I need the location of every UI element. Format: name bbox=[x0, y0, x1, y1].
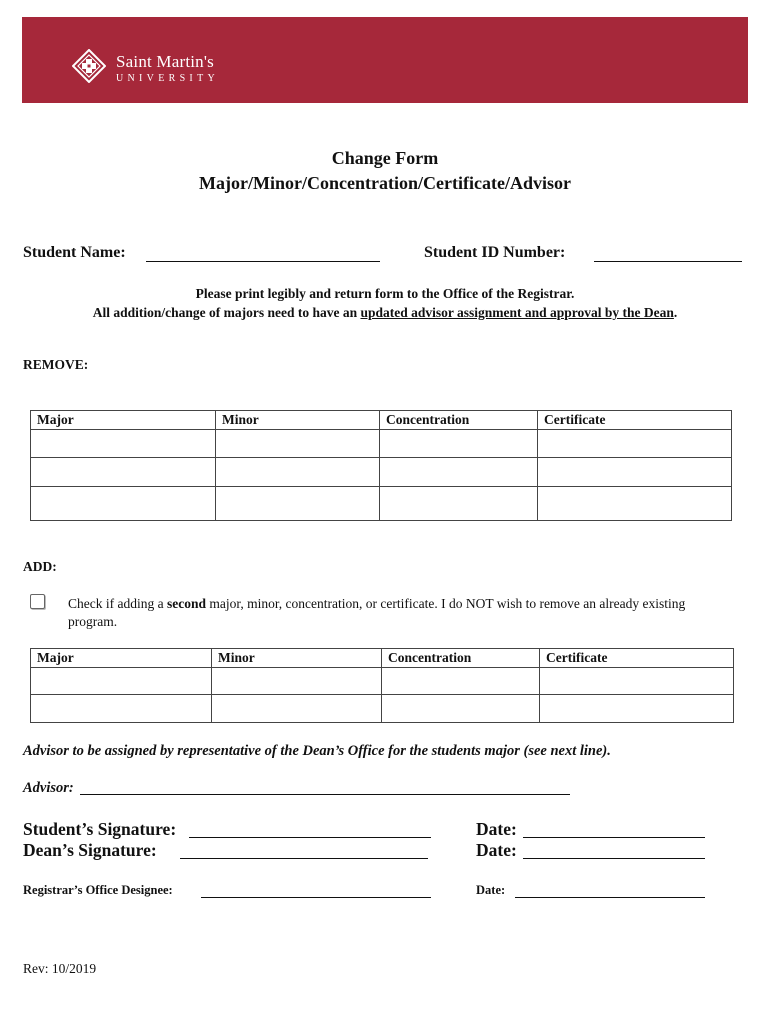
student-name-field[interactable] bbox=[146, 261, 380, 262]
university-name: Saint Martin's bbox=[116, 52, 214, 71]
remove-col-certificate: Certificate bbox=[538, 411, 732, 430]
student-date-field[interactable] bbox=[523, 837, 705, 838]
checkbox-text-prefix: Check if adding a bbox=[68, 596, 167, 611]
table-row bbox=[31, 430, 732, 458]
student-id-field[interactable] bbox=[594, 261, 742, 262]
add-col-concentration: Concentration bbox=[382, 649, 540, 668]
add-minor-cell[interactable] bbox=[212, 695, 382, 723]
add-concentration-cell[interactable] bbox=[382, 668, 540, 695]
registrar-date-field[interactable] bbox=[515, 897, 705, 898]
student-signature-field[interactable] bbox=[189, 837, 431, 838]
remove-table-header bbox=[31, 411, 732, 430]
student-signature-label: Student’s Signature: bbox=[23, 819, 177, 839]
advisor-field[interactable] bbox=[80, 794, 570, 795]
remove-section-label: REMOVE: bbox=[23, 357, 89, 372]
checkbox-text-bold: second bbox=[166, 596, 206, 611]
remove-concentration-cell[interactable] bbox=[380, 458, 538, 487]
university-logo bbox=[116, 53, 219, 84]
instructions-line-2-prefix: All addition/change of majors need to have an bbox=[92, 305, 361, 320]
registrar-designee-field[interactable] bbox=[201, 897, 431, 898]
remove-certificate-cell[interactable] bbox=[538, 487, 732, 521]
remove-concentration-cell[interactable] bbox=[380, 487, 538, 521]
revision-date: Rev: 10/2019 bbox=[23, 961, 97, 976]
add-certificate-cell[interactable] bbox=[540, 668, 734, 695]
add-section-label: ADD: bbox=[23, 559, 57, 574]
add-minor-cell[interactable] bbox=[212, 668, 382, 695]
add-certificate-cell[interactable] bbox=[540, 695, 734, 723]
add-col-major: Major bbox=[31, 649, 212, 668]
remove-concentration-cell[interactable] bbox=[380, 430, 538, 458]
advisor-note: Advisor to be assigned by representative of the Dean’s Office for the students major (see next line). bbox=[23, 743, 611, 759]
remove-table bbox=[30, 410, 732, 521]
remove-certificate-cell[interactable] bbox=[538, 430, 732, 458]
table-row bbox=[31, 458, 732, 487]
remove-major-cell[interactable] bbox=[31, 430, 216, 458]
header-banner bbox=[22, 17, 748, 103]
dean-signature-label: Dean’s Signature: bbox=[23, 840, 157, 860]
dean-signature-field[interactable] bbox=[180, 858, 428, 859]
instructions-underlined: updated advisor assignment and approval by the Dean bbox=[360, 305, 674, 320]
remove-minor-cell[interactable] bbox=[216, 430, 380, 458]
student-name-label: Student Name: bbox=[23, 244, 126, 261]
advisor-label: Advisor: bbox=[23, 780, 74, 796]
remove-col-minor: Minor bbox=[216, 411, 380, 430]
remove-major-cell[interactable] bbox=[31, 487, 216, 521]
instructions-line-2-suffix: . bbox=[673, 305, 678, 320]
add-major-cell[interactable] bbox=[31, 668, 212, 695]
form-title: Change Form bbox=[331, 148, 439, 168]
instructions-line-2 bbox=[0, 305, 770, 321]
add-table-header bbox=[31, 649, 734, 668]
table-row bbox=[31, 487, 732, 521]
add-col-certificate: Certificate bbox=[540, 649, 734, 668]
add-concentration-cell[interactable] bbox=[382, 695, 540, 723]
remove-certificate-cell[interactable] bbox=[538, 458, 732, 487]
student-date-label: Date: bbox=[476, 819, 517, 839]
dean-date-field[interactable] bbox=[523, 858, 705, 859]
add-col-minor: Minor bbox=[212, 649, 382, 668]
university-subtitle: UNIVERSITY bbox=[116, 73, 219, 84]
registrar-designee-label: Registrar’s Office Designee: bbox=[23, 883, 173, 897]
university-seal-icon bbox=[72, 49, 106, 83]
add-major-cell[interactable] bbox=[31, 695, 212, 723]
add-table bbox=[30, 648, 734, 723]
second-program-checkbox-label bbox=[68, 595, 708, 631]
registrar-date-label: Date: bbox=[476, 883, 506, 897]
remove-minor-cell[interactable] bbox=[216, 458, 380, 487]
remove-col-concentration: Concentration bbox=[380, 411, 538, 430]
dean-date-label: Date: bbox=[476, 840, 517, 860]
remove-col-major: Major bbox=[31, 411, 216, 430]
table-row bbox=[31, 695, 734, 723]
remove-minor-cell[interactable] bbox=[216, 487, 380, 521]
instructions-line-1: Please print legibly and return form to the Office of the Registrar. bbox=[195, 286, 575, 301]
table-row bbox=[31, 668, 734, 695]
checkbox-text-suffix: major, minor, concentration, or certificate. I do NOT wish to remove an already existing program. bbox=[68, 596, 686, 629]
form-subtitle: Major/Minor/Concentration/Certificate/Advisor bbox=[199, 173, 571, 193]
second-program-checkbox[interactable] bbox=[30, 594, 45, 609]
student-id-label: Student ID Number: bbox=[424, 244, 566, 261]
remove-major-cell[interactable] bbox=[31, 458, 216, 487]
